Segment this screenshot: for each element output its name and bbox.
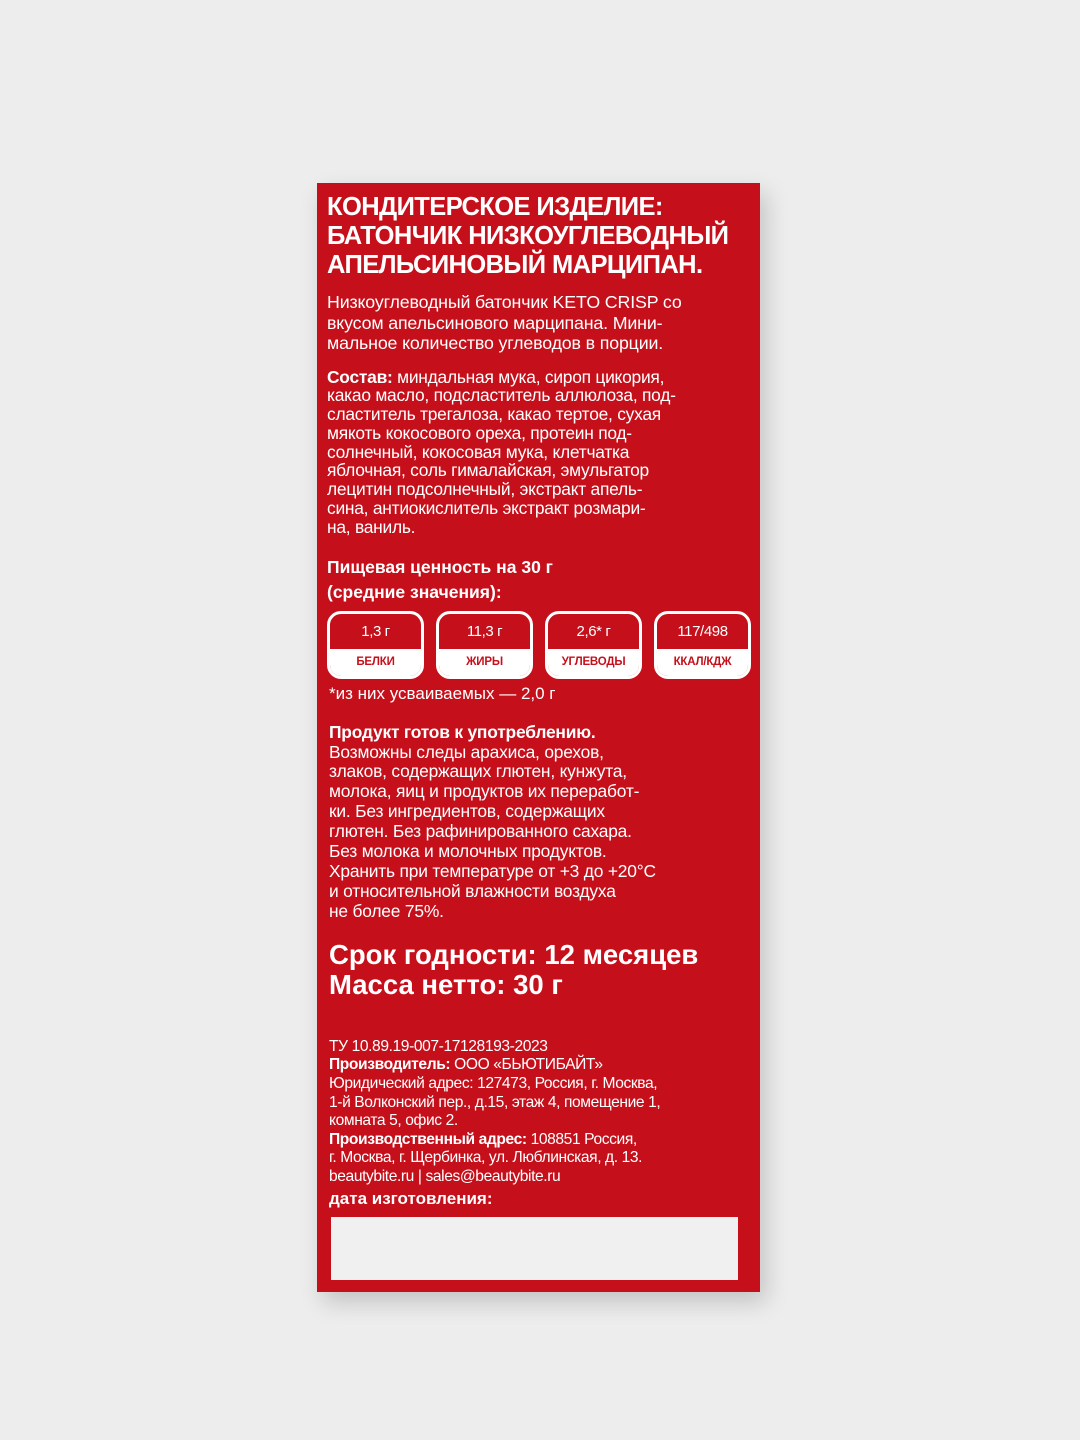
usage-line: глютен. Без рафинированного сахара. xyxy=(329,821,632,842)
producer-value: ООО «БЬЮТИБАЙТ» xyxy=(450,1056,603,1074)
nutrition-name: БЕЛКИ xyxy=(330,649,421,676)
production-address-line: г. Москва, г. Щербинка, ул. Люблинская, д. 13. xyxy=(329,1149,643,1167)
tu-code: ТУ 10.89.19-007-17128193-2023 xyxy=(329,1037,548,1055)
production-address-value: 108851 Россия, xyxy=(526,1130,637,1148)
nutrition-box-protein xyxy=(327,611,424,679)
composition-line: яблочная, соль гималайская, эмульгатор xyxy=(327,460,649,481)
shelf-info xyxy=(329,940,754,1000)
contacts: beautybite.ru | sales@beautybite.ru xyxy=(329,1167,561,1185)
manufacture-date-label: дата изготовления: xyxy=(329,1189,493,1209)
description-line: мальное количество углеводов в порции. xyxy=(327,333,664,353)
nutrition-value: 117/498 xyxy=(677,622,728,640)
product-title xyxy=(327,193,754,280)
legal-info xyxy=(329,1038,754,1187)
composition-text: миндальная мука, сироп цикория, xyxy=(392,366,665,387)
usage-line: Возможны следы арахиса, орехов, xyxy=(329,741,604,762)
usage-line: ки. Без ингредиентов, содержащих xyxy=(329,801,605,822)
usage-line: Хранить при температуре от +3 до +20°С xyxy=(329,861,656,882)
usage-line: злаков, содержащих глютен, кунжута, xyxy=(329,761,627,782)
producer-line xyxy=(329,1056,754,1075)
composition-line: солнечный, кокосовая мука, клетчатка xyxy=(327,441,630,462)
shelf-life: Срок годности: 12 месяцев xyxy=(329,938,699,970)
legal-address-line: комната 5, офис 2. xyxy=(329,1112,458,1130)
nutrition-name: ККАЛ/КДЖ xyxy=(657,649,748,676)
product-description xyxy=(327,292,754,354)
nutrition-facts xyxy=(327,611,754,679)
composition-line: сина, антиокислитель экстракт розмари- xyxy=(327,498,646,519)
usage-heading: Продукт готов к употреблению. xyxy=(329,721,596,742)
description-line: Низкоуглеводный батончик KETO CRISP со xyxy=(327,292,682,312)
nutrition-box-energy xyxy=(654,611,751,679)
usage-line: Без молока и молочных продуктов. xyxy=(329,841,607,862)
nutrition-value: 11,3 г xyxy=(466,622,503,640)
legal-address-line: 1-й Волконский пер., д.15, этаж 4, помещение 1, xyxy=(329,1093,661,1111)
nutrition-value: 1,3 г xyxy=(361,622,390,640)
production-address-line xyxy=(329,1131,754,1150)
net-weight: Масса нетто: 30 г xyxy=(329,968,563,1000)
nutrition-name: УГЛЕВОДЫ xyxy=(548,649,639,676)
usage-line: не более 75%. xyxy=(329,900,444,921)
description-line: вкусом апельсинового марципана. Мини- xyxy=(327,312,663,333)
nutrition-box-fat xyxy=(436,611,533,679)
legal-address-line: Юридический адрес: 127473, Россия, г. Москва, xyxy=(329,1074,658,1092)
composition-label: Состав: xyxy=(327,366,393,387)
usage-info xyxy=(329,723,754,922)
nutrition-heading-line: Пищевая ценность на 30 г xyxy=(327,556,553,577)
title-line: АПЕЛЬСИНОВЫЙ МАРЦИПАН. xyxy=(327,251,703,279)
composition xyxy=(327,368,754,537)
production-address-label: Производственный адрес: xyxy=(329,1130,527,1148)
usage-line: молока, яиц и продуктов их переработ- xyxy=(329,781,640,802)
manufacture-date-field xyxy=(331,1217,738,1280)
title-line: БАТОНЧИК НИЗКОУГЛЕВОДНЫЙ xyxy=(327,222,729,250)
title-line: КОНДИТЕРСКОЕ ИЗДЕЛИЕ: xyxy=(327,193,663,221)
nutrition-footnote: *из них усваиваемых — 2,0 г xyxy=(329,683,556,703)
composition-line: лецитин подсолнечный, экстракт апель- xyxy=(327,479,643,500)
nutrition-name: ЖИРЫ xyxy=(439,649,530,676)
nutrition-heading xyxy=(327,555,754,605)
producer-label: Производитель: xyxy=(329,1056,451,1074)
nutrition-value: 2,6* г xyxy=(576,622,611,640)
composition-line: на, ваниль. xyxy=(327,516,416,537)
product-label xyxy=(317,183,760,1292)
nutrition-heading-line: (средние значения): xyxy=(327,581,502,602)
composition-line: мякоть кокосового ореха, протеин под- xyxy=(327,422,632,443)
composition-line: какао масло, подсластитель аллюлоза, под- xyxy=(327,385,676,406)
composition-line: сластитель трегалоза, какао тертое, сухая xyxy=(327,404,661,425)
nutrition-box-carbs xyxy=(545,611,642,679)
usage-line: и относительной влажности воздуха xyxy=(329,880,616,901)
composition-line xyxy=(327,368,754,387)
